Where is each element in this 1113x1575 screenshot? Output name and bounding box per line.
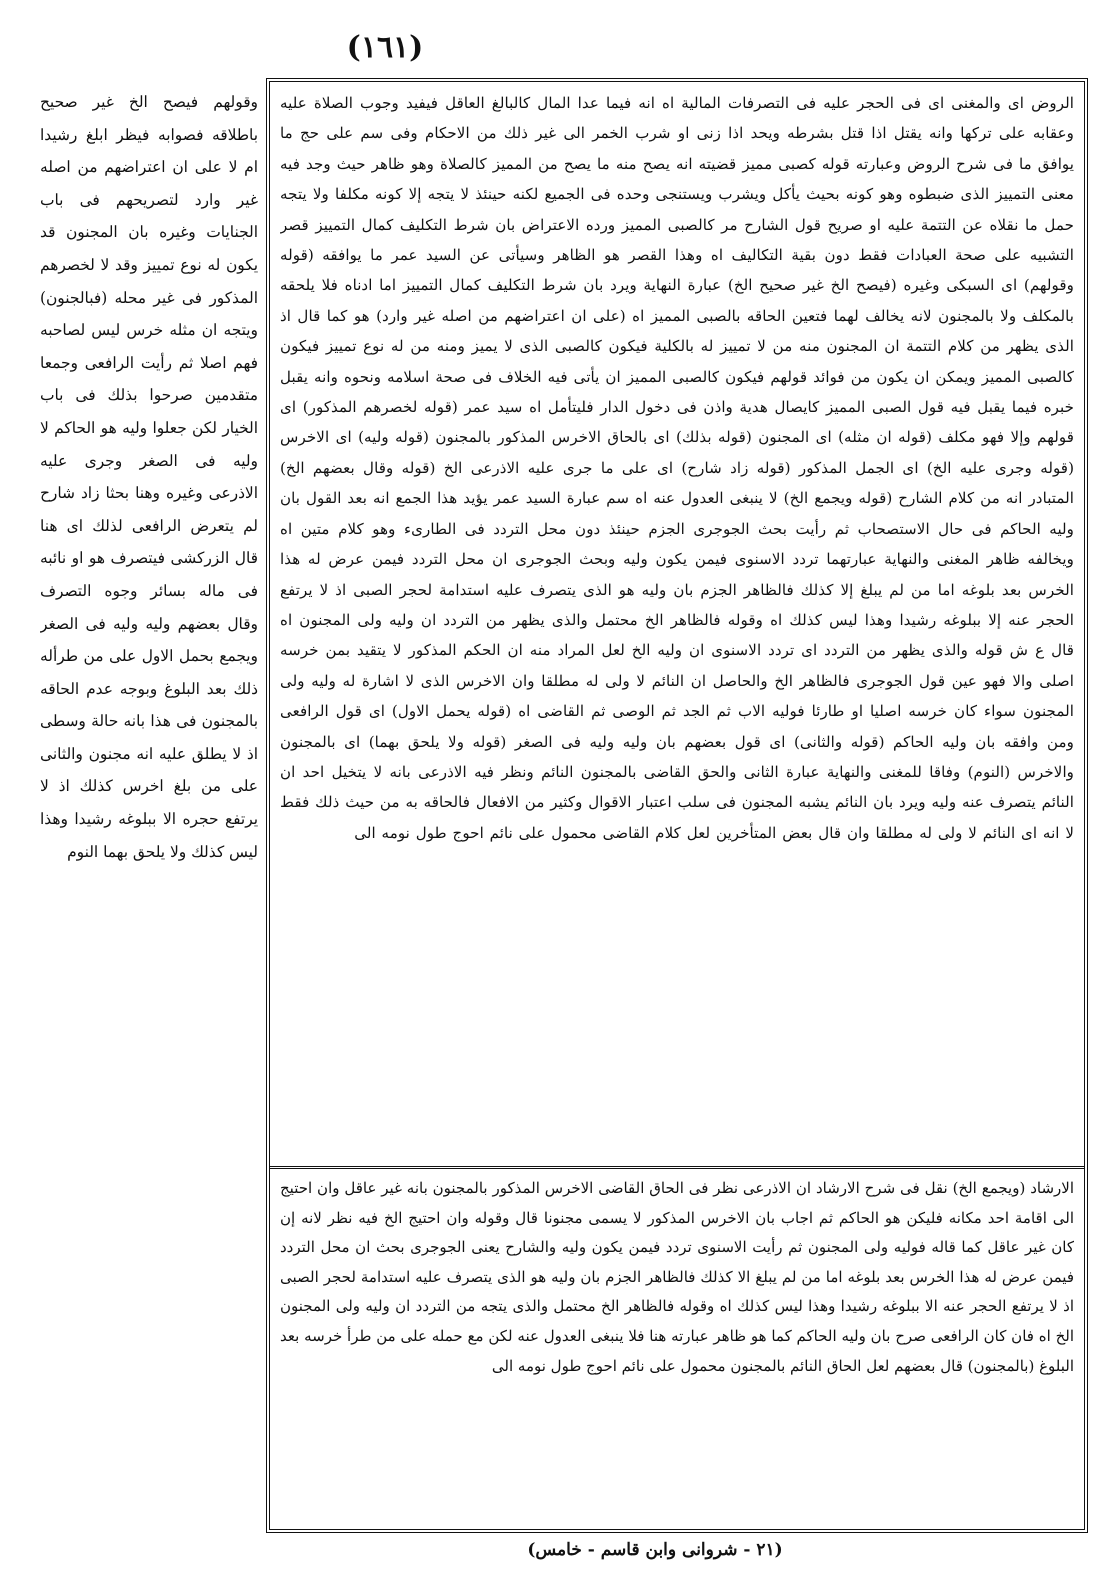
frame-divider [270, 1166, 1084, 1169]
page-footer: (٢١ - شروانى وابن قاسم - خامس) [527, 1540, 783, 1560]
footnote-commentary: الارشاد (ويجمع الخ) نقل فى شرح الارشاد ان الاذرعى نظر فى الحاق القاضى الاخرس المذكور بالمجنون بانه غير عاقل وان احتيج الى اقامة احد مكانه فليكن هو الحاكم ثم اجاب بان الاخرس المذكور لا يسمى مجنونا قال وقوله وان احتيج الخ فيه نظر لانه إن كان غير عاقل كما قاله فوليه ولى المجنون ثم رأيت الاسنوى تردد فيمن يكون وليه والشارح يعنى الجوجرى بحث ان محل التردد فيمن عرض له هذا الخرس بعد بلوغه اما من لم يبلغ الا كذلك فالظاهر الجزم بان وليه هو الذى يتصرف عليه استدامة لحجر الصبى اذ لا يرتفع الحجر عنه الا ببلوغه رشيدا وهذا ليس كذلك اه وقوله فالظاهر الخ محتمل والذى يتجه من التردد ان وليه ولى المجنون الخ اه فان كان الرافعى صرح بان وليه الحاكم كما هو ظاهر عبارته هنا فلا ينبغى العدول عنه لكن مع حمله على من طرأ خرسه بعد البلوغ (بالمجنون) قال بعضهم لعل الحاق النائم بالمجنون محمول على نائم احوج طول نومه الى [280, 1179, 1074, 1375]
commentary-frame [266, 78, 1088, 1533]
page-number: (١٦١) [346, 30, 424, 65]
margin-text: وقولهم فيصح الخ غير صحيح باطلاقه فصوابه فيظر ابلغ رشيدا ام لا على ان اعتراضهم من اصله غير وارد لتصريحهم فى باب الجنايات وغيره بان المجنون قد يكون له نوع تمييز وقد لا لخصرهم المذكور فى غير محله (فبالجنون) ويتجه ان مثله خرس ليس لصاحبه فهم اصلا ثم رأيت الرافعى وجمعا متقدمين صرحوا بذلك فى باب الخيار لكن جعلوا وليه هو الحاكم لا وليه فى الصغر وجرى عليه الاذرعى وغيره وهنا بحثا زاد شارح لم يتعرض الرافعى لذلك اى هنا قال الزركشى فيتصرف هو او نائبه فى ماله بسائر وجوه التصرف وقال بعضهم وليه وليه فى الصغر ويجمع بحمل الاول على من طرأله ذلك بعد البلوغ وبوجه عدم الحاقه بالمجنون فى هذا بانه حالة وسطى اذ لا يطلق عليه انه مجنون والثانى على من بلغ اخرس كذلك اذ لا يرتفع حجره الا ببلوغه رشيدا وهذا ليس كذلك ولا يلحق بهما النوم [40, 93, 258, 861]
main-commentary: الروض اى والمغنى اى فى الحجر عليه فى التصرفات المالية اه انه فيما عدا المال كالبالغ العاقل فيفيد وجوب الصلاة عليه وعقابه على تركها وانه يقتل اذا قتل بشرطه ويحد اذا زنى او شرب الخمر الى غير ذلك من الاحكام وفى سم على حج ما يوافق ما فى شرح الروض وعبارته قوله كصبى مميز قضيته انه يصح منه ما يصح من المميز كالصلاة وهو ظاهر حيث وجد فيه معنى التمييز الذى ضبطوه وهو كونه بحيث يأكل ويشرب ويستنجى وحده فى الجميع لكنه حينئذ لا يتجه إلا كونه مكلفا ولا يتجه حمل ما نقلاه عن التتمة عليه او صريح قول الشارح مر كالصبى المميز ورده الاعتراض بان شرط التكليف كمال التمييز قصر التشبيه على صحة العبادات فقط دون بقية التكاليف اه وهذا القصر هو الظاهر وسيأتى عن السيد عمر ما يوافقه (قوله وقولهم) اى السبكى وغيره (فيصح الخ غير صحيح الخ) عبارة النهاية ويرد بان شرط التكليف كمال التمييز اما ادناه فلا يلحقه بالمكلف ولا بالمجنون لانه يخالف لهما فتعين الحاقه بالصبى المميز اه (على ان اعتراضهم من اصله غير وارد) هو كما قال اذ الذى يظهر من كلام التتمة ان المجنون منه من لا تمييز له بالكلية فيكون كالصبى الذى لا يميز ومنه من له نوع تمييز فيكون كالصبى المميز ويمكن ان يكون من فوائد قولهم فيكون كالصبى المميز ان يأتى فيه الخلاف فى صحة اسلامه ونحوه وانه يقبل خبره فيما يقبل فيه قول الصبى المميز كايصال هدية واذن فى دخول الدار فليتأمل اه سيد عمر (قوله لخصرهم المذكور) اى قولهم وإلا فهو مكلف (قوله ان مثله) اى المجنون (قوله بذلك) اى بالحاق الاخرس المذكور بالمجنون (قوله وليه) اى الاخرس (قوله وجرى عليه الخ) اى الجمل المذكور (قوله زاد شارح) اى على ما جرى عليه الاذرعى الخ (قوله وقال بعضهم الخ) المتبادر انه من كلام الشارح (قوله ويجمع الخ) لا ينبغى العدول عنه اه سم عبارة السيد عمر يؤيد هذا الجمع انه بعد القول بان وليه الحاكم فى حال الاستصحاب ثم رأيت بحث الجوجرى الجزم حينئذ دون محل التردد فى الطارىء وهو كلام متين اه ويخالفه ظاهر المغنى والنهاية عبارتهما تردد الاسنوى فيمن يكون وليه وبحث الجوجرى ان محل التردد فيمن عرض له هذا الخرس بعد بلوغه اما من لم يبلغ إلا كذلك فالظاهر الجزم بان وليه هو الذى يتصرف عليه استدامة لحجر الصبى اذ لا يرتفع الحجر عنه إلا ببلوغه رشيدا وهذا ليس كذلك اه وقوله فالظاهر الخ محتمل والذى يظهر من التردد ان وليه ولى المجنون اه قال ع ش قوله والذى يظهر من التردد اى تردد الاسنوى ان وليه الخ لعل المراد منه ان الحكم المذكور لا يتقيد بمن خرسه اصلى والا فهو عين قول الجوجرى فالظاهر الخ والحاصل ان النائم لا ولى له مطلقا وان الاخرس الذى لا اشارة له وليه ولى المجنون سواء كان خرسه اصليا او طارئا فوليه الاب ثم الجد ثم الوصى ثم القاضى اه (قوله يحمل الاول) اى قول الرافعى ومن وافقه بان وليه الحاكم (قوله والثانى) اى قول بعضهم بان وليه وليه فى الصغر (قوله ولا يلحق بهما) اى بالمجنون والاخرس (النوم) وفاقا للمغنى والنهاية عبارة الثانى والحق القاضى بالمجنون النائم ونظر فيه الاذرعى بانه لا يتخيل احد ان النائم يتصرف عنه وليه ويرد بان النائم يشبه المجنون فى سلب اعتبار الاقوال وكثير من الافعال فالحاقه به من حيث ذلك فقط لا انه اى النائم لا ولى له مطلقا وان قال بعض المتأخرين لعل كلام القاضى محمول على نائم احوج طول نومه الى [280, 94, 1074, 842]
